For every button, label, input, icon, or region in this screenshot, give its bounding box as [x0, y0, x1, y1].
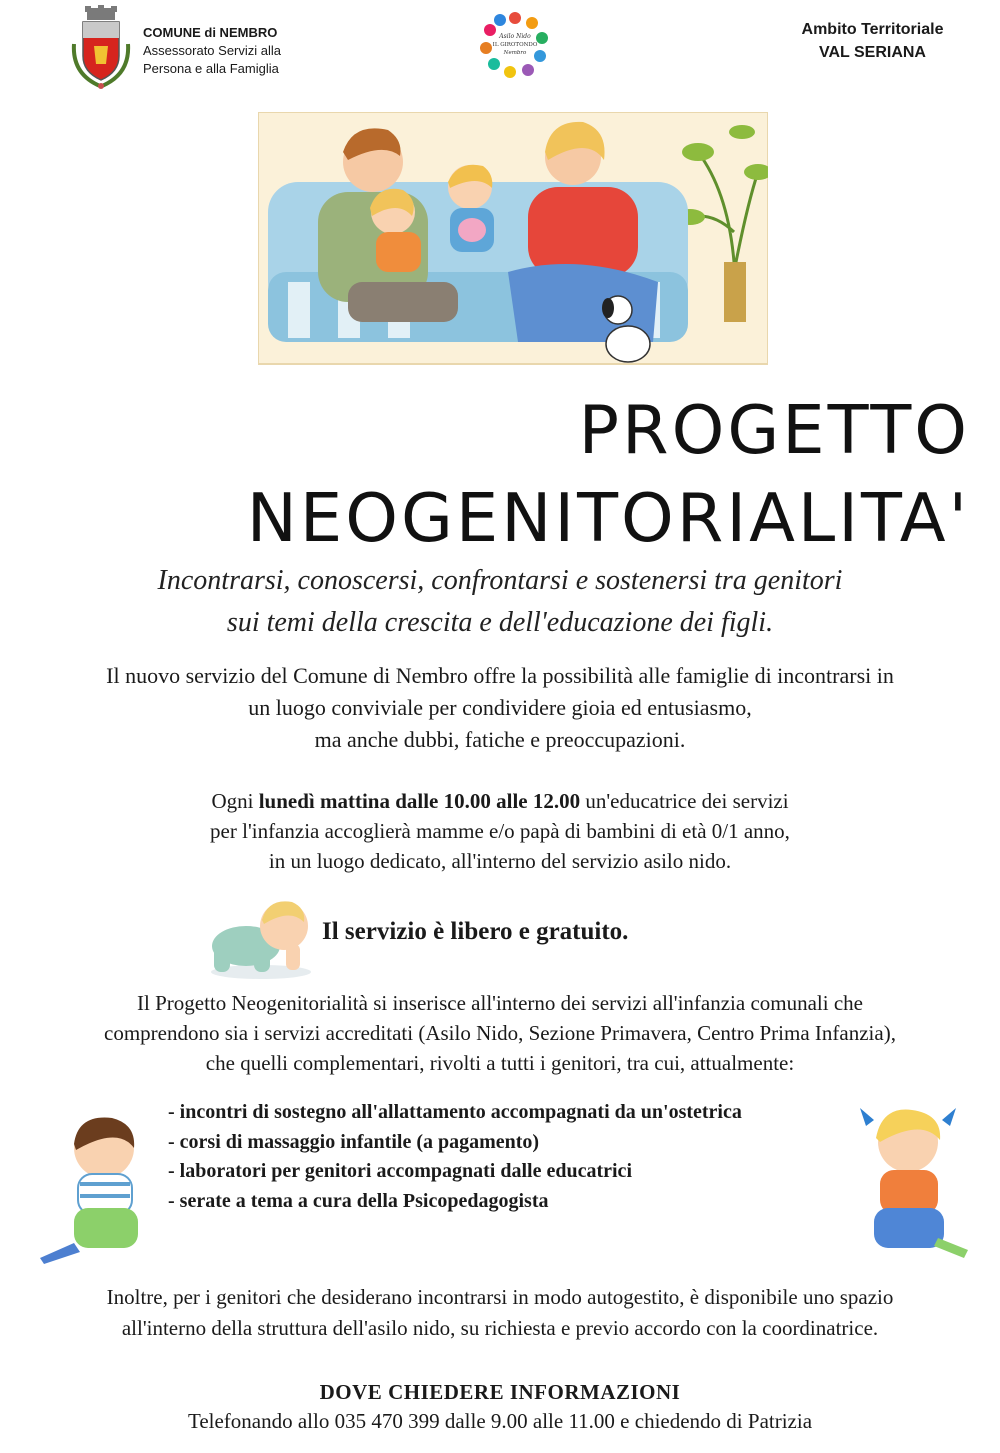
nest-logo-text-1: Asilo Nido: [499, 33, 531, 40]
crawling-baby-illustration: [206, 884, 320, 984]
info-heading: DOVE CHIEDERE INFORMAZIONI: [319, 1380, 681, 1404]
extra-line-1: Inoltre, per i genitori che desiderano incontrarsi in modo autogestito, è disponibile uno spazio: [106, 1285, 894, 1309]
self-managed-space-paragraph: [20, 1282, 980, 1344]
municipal-crest-icon: [70, 4, 132, 92]
extra-line-2: all'interno della struttura dell'asilo nido, su richiesta e previo accordo con la coordinatrice.: [121, 1316, 879, 1340]
boy-illustration: [34, 1108, 159, 1266]
schedule-line-3: in un luogo dedicato, all'interno del servizio asilo nido.: [268, 849, 732, 873]
schedule-prefix: Ogni: [211, 789, 259, 813]
subtitle-line-2: sui temi della crescita e dell'educazione dei figli.: [226, 607, 774, 638]
free-service-note: Il servizio è libero e gratuito.: [322, 918, 629, 945]
title-line-1: PROGETTO: [578, 391, 970, 469]
page-title: [200, 386, 970, 562]
ambito-heading: [760, 18, 985, 64]
project-paragraph: [20, 988, 980, 1078]
list-item: - laboratori per genitori accompagnati dalle educatrici: [168, 1160, 632, 1182]
schedule-paragraph: [20, 786, 980, 876]
subtitle: [20, 560, 980, 644]
schedule-suffix: un'educatrice dei servizi: [580, 789, 789, 813]
nest-logo-icon: [470, 8, 560, 80]
nest-logo-text-2: IL GIROTONDO: [492, 42, 538, 48]
girl-illustration: [846, 1098, 976, 1266]
comune-name: COMUNE di NEMBRO: [143, 25, 278, 40]
ambito-line-1: Ambito Territoriale: [801, 21, 944, 38]
intro-paragraph: [20, 660, 980, 756]
intro-line-3: ma anche dubbi, fatiche e preoccupazioni.: [314, 727, 686, 752]
list-item: - corsi di massaggio infantile (a pagamento): [168, 1130, 540, 1153]
schedule-time: lunedì mattina dalle 10.00 alle 12.00: [258, 789, 581, 813]
title-line-2: NEOGENITORIALITA': [246, 479, 970, 557]
subtitle-line-1: Incontrarsi, conoscersi, confrontarsi e sostenersi tra genitori: [157, 565, 843, 596]
comune-heading: [143, 24, 281, 78]
list-item: - incontri di sostegno all'allattamento accompagnati da un'ostetrica: [168, 1101, 742, 1123]
nest-logo-text-3: Nembro: [503, 50, 527, 56]
schedule-line-1: [20, 786, 980, 816]
project-line-2: comprendono sia i servizi accreditati (Asilo Nido, Sezione Primavera, Centro Prima Infanzia),: [104, 1021, 896, 1045]
assessorato-line-2: Persona e alla Famiglia: [143, 61, 279, 76]
intro-line-2: un luogo conviviale per condividere gioia ed entusiasmo,: [248, 695, 752, 720]
family-illustration: [258, 112, 768, 370]
assessorato-line-1: Assessorato Servizi alla: [143, 43, 281, 58]
project-line-1: Il Progetto Neogenitorialità si inserisce all'interno dei servizi all'infanzia comunali che: [137, 991, 863, 1015]
info-contact-line: Telefonando allo 035 470 399 dalle 9.00 alle 11.00 e chiedendo di Patrizia: [187, 1409, 813, 1433]
project-line-3: che quelli complementari, rivolti a tutti i genitori, tra cui, attualmente:: [205, 1051, 795, 1075]
ambito-line-2: VAL SERIANA: [819, 44, 926, 61]
services-list: [168, 1098, 742, 1216]
intro-line-1: Il nuovo servizio del Comune di Nembro offre la possibilità alle famiglie di incontrarsi in: [106, 663, 894, 688]
list-item: - serate a tema a cura della Psicopedagogista: [168, 1189, 549, 1212]
schedule-line-2: per l'infanzia accoglierà mamme e/o papà di bambini di età 0/1 anno,: [210, 819, 790, 843]
